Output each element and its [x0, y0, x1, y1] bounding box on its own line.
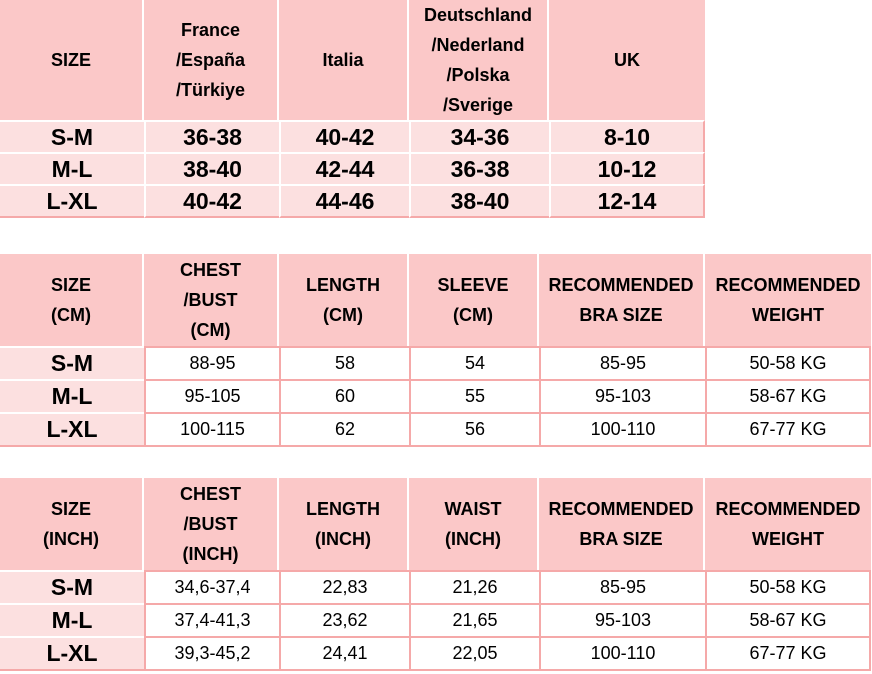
table-cell: 42-44: [279, 152, 409, 184]
table-row: [0, 184, 705, 218]
table-cell: 62: [279, 412, 409, 447]
header-length-cm: LENGTH (CM): [279, 254, 409, 346]
header-size: SIZE: [0, 0, 144, 120]
table-header-row: [0, 254, 871, 346]
table-cell: 95-103: [539, 379, 705, 412]
table-cell: 95-103: [539, 603, 705, 636]
size-cell: L-XL: [0, 636, 144, 671]
header-germany-netherlands-poland-sweden: Deutschland /Nederland /Polska /Sverige: [409, 0, 549, 120]
table-cell: 58-67 KG: [705, 379, 871, 412]
table-cell: 8-10: [549, 120, 705, 152]
table-cell: 22,83: [279, 570, 409, 603]
header-uk: UK: [549, 0, 705, 120]
table-cell: 56: [409, 412, 539, 447]
table-cell: 44-46: [279, 184, 409, 218]
size-conversion-table: [0, 0, 705, 218]
table-cell: 54: [409, 346, 539, 379]
header-length-inch: LENGTH (INCH): [279, 478, 409, 570]
size-cell: L-XL: [0, 184, 144, 218]
table-cell: 34,6-37,4: [144, 570, 279, 603]
table-cell: 67-77 KG: [705, 636, 871, 671]
table-cell: 60: [279, 379, 409, 412]
table-cell: 100-110: [539, 636, 705, 671]
table-header-row: [0, 478, 871, 570]
table-cell: 22,05: [409, 636, 539, 671]
table-row: [0, 120, 705, 152]
table-cell: 21,26: [409, 570, 539, 603]
table-cell: 24,41: [279, 636, 409, 671]
table-cell: 12-14: [549, 184, 705, 218]
size-cell: M-L: [0, 379, 144, 412]
header-recommended-weight: RECOMMENDED WEIGHT: [705, 478, 871, 570]
table-cell: 55: [409, 379, 539, 412]
header-sleeve-cm: SLEEVE (CM): [409, 254, 539, 346]
header-recommended-bra-size: RECOMMENDED BRA SIZE: [539, 254, 705, 346]
table-cell: 85-95: [539, 570, 705, 603]
table-row: [0, 412, 871, 447]
header-recommended-weight: RECOMMENDED WEIGHT: [705, 254, 871, 346]
table-cell: 34-36: [409, 120, 549, 152]
table-cell: 85-95: [539, 346, 705, 379]
table-cell: 23,62: [279, 603, 409, 636]
table-cell: 39,3-45,2: [144, 636, 279, 671]
table-row: [0, 570, 871, 603]
table-row: [0, 636, 871, 671]
size-cell: S-M: [0, 346, 144, 379]
header-recommended-bra-size: RECOMMENDED BRA SIZE: [539, 478, 705, 570]
header-italy: Italia: [279, 0, 409, 120]
table-cell: 50-58 KG: [705, 346, 871, 379]
size-chart-inch-table: [0, 478, 871, 671]
table-cell: 38-40: [144, 152, 279, 184]
table-row: [0, 603, 871, 636]
header-size-inch: SIZE (INCH): [0, 478, 144, 570]
table-cell: 37,4-41,3: [144, 603, 279, 636]
table-row: [0, 346, 871, 379]
size-cell: S-M: [0, 570, 144, 603]
table-header-row: [0, 0, 705, 120]
table-cell: 40-42: [279, 120, 409, 152]
size-cell: M-L: [0, 152, 144, 184]
table-cell: 10-12: [549, 152, 705, 184]
table-cell: 40-42: [144, 184, 279, 218]
size-cell: S-M: [0, 120, 144, 152]
size-cell: L-XL: [0, 412, 144, 447]
table-cell: 67-77 KG: [705, 412, 871, 447]
table-cell: 58: [279, 346, 409, 379]
table-row: [0, 379, 871, 412]
table-cell: 58-67 KG: [705, 603, 871, 636]
table-cell: 36-38: [144, 120, 279, 152]
header-chest-bust-inch: CHEST /BUST (INCH): [144, 478, 279, 570]
table-cell: 50-58 KG: [705, 570, 871, 603]
table-cell: 100-115: [144, 412, 279, 447]
table-cell: 95-105: [144, 379, 279, 412]
header-size-cm: SIZE (CM): [0, 254, 144, 346]
header-waist-inch: WAIST (INCH): [409, 478, 539, 570]
table-cell: 88-95: [144, 346, 279, 379]
size-chart-cm-table: [0, 254, 871, 447]
table-row: [0, 152, 705, 184]
table-cell: 36-38: [409, 152, 549, 184]
size-cell: M-L: [0, 603, 144, 636]
header-france-spain-turkey: France /España /Türkiye: [144, 0, 279, 120]
table-cell: 38-40: [409, 184, 549, 218]
table-cell: 100-110: [539, 412, 705, 447]
table-cell: 21,65: [409, 603, 539, 636]
header-chest-bust-cm: CHEST /BUST (CM): [144, 254, 279, 346]
